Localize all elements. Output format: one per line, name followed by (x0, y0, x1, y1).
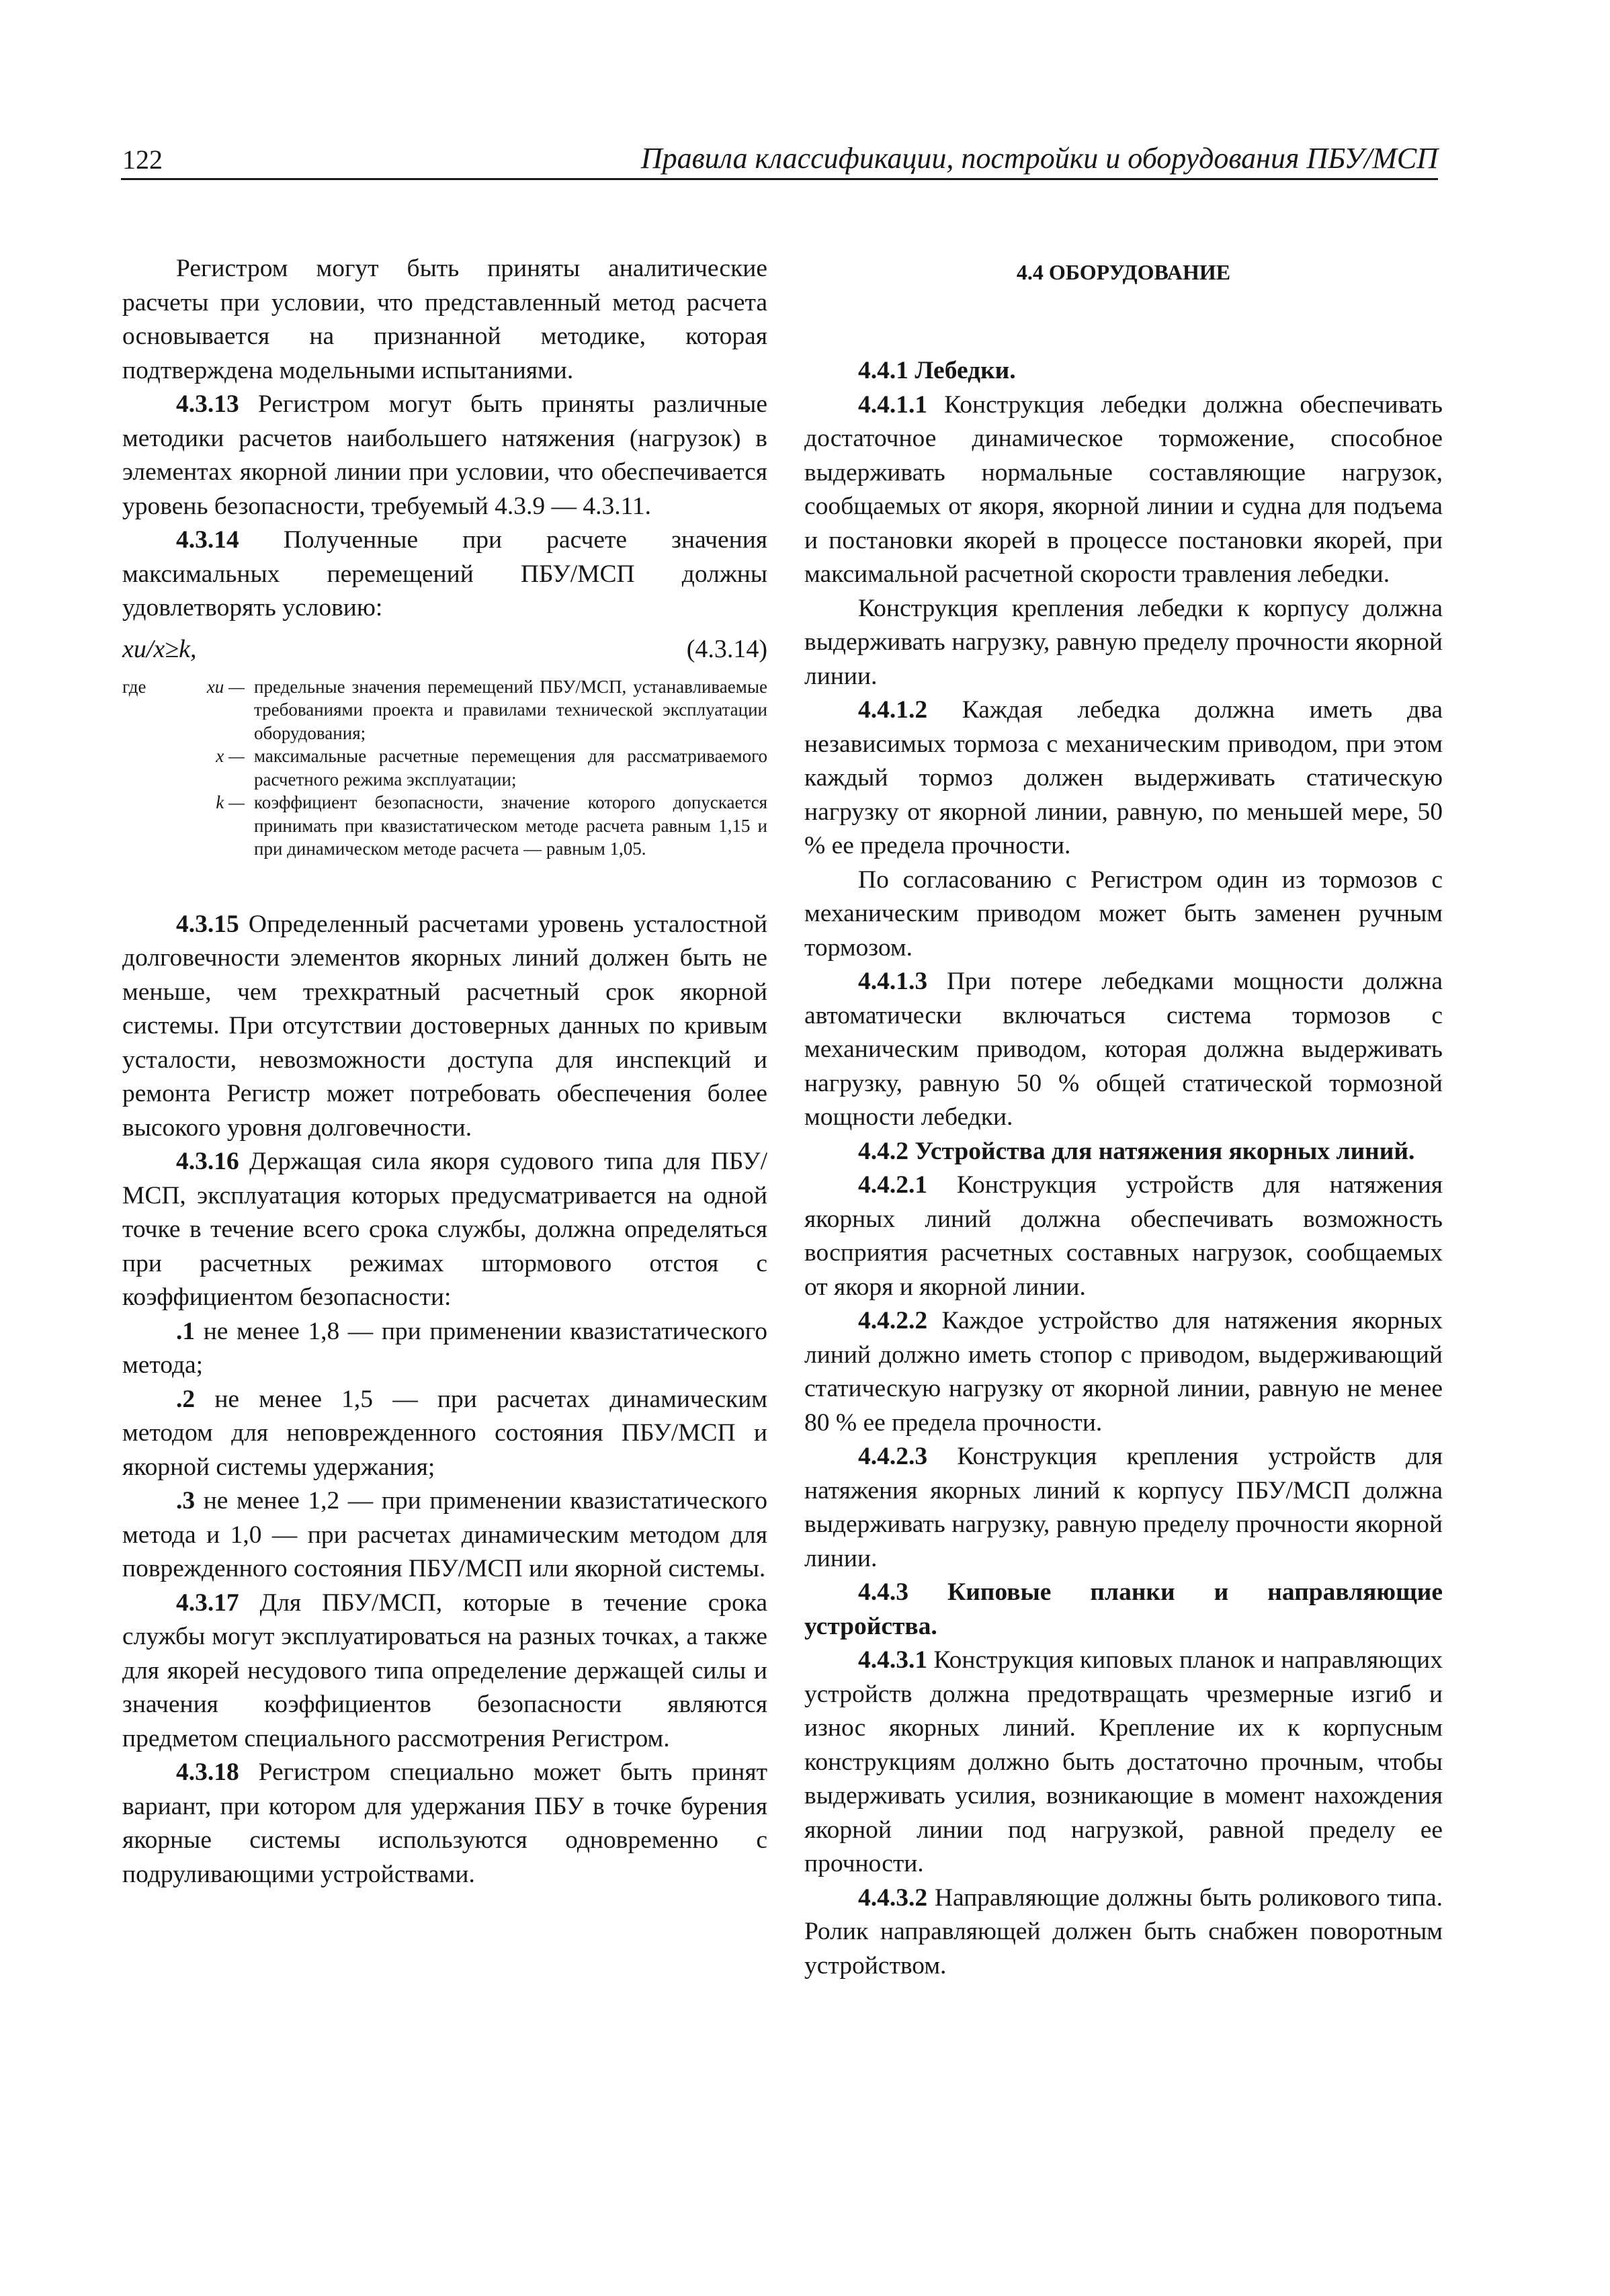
item-number: .2 (176, 1385, 196, 1413)
formula-expression: xu/x≥k, (122, 634, 197, 663)
page-number: 122 (122, 144, 163, 175)
clause-text: Конструкция киповых планок и направляющих устройств должна предотвращать чрезмерные изгиб и износ якорных линий. Крепление их к корпусным конструкциям должно быть достаточно прочным, чтобы выдерживать усилия, возникающие в момент нахождения якорной линии под нагрузкой, равной пределу ее прочности. (804, 1646, 1443, 1877)
legend-symbol: xu — (206, 676, 245, 697)
clause-number: 4.3.17 (176, 1588, 239, 1617)
right-column (804, 252, 1443, 1983)
clause-text: При потере лебедками мощности должна автоматически включаться система тормозов с механическим приводом, которая должна выдерживать нагрузку, равную 50 % общей статической тормозной мощности лебедки. (804, 968, 1443, 1131)
clause-text: Держащая сила якоря судового типа для ПБУ/МСП, эксплуатация которых предусматривается на одной точке в течение всего срока службы, должна определяться при расчетных режимах штормового отстоя с коэффициентом безопасности: (122, 1148, 767, 1311)
paragraph-4-4-1-1-continued: Конструкция крепления лебедки к корпусу должна выдерживать нагрузку, равную пределу прочности якорной линии. (804, 594, 1443, 690)
paragraph-4-3-14 (122, 523, 767, 626)
legend-symbol: k — (216, 792, 245, 812)
list-item-1 (122, 1315, 767, 1383)
clause-number: 4.3.15 (176, 910, 239, 938)
clause-number: 4.4.1.2 (858, 696, 928, 724)
clause-number: 4.4.1.1 (858, 390, 928, 419)
clause-text: Регистром специально может быть принят вариант, при котором для удержания ПБУ в точке бурения якорные системы используются одновременно с подруливающими устройствами. (122, 1758, 768, 1888)
list-item-3 (122, 1484, 767, 1586)
heading-4-4-1: 4.4.1 Лебедки. (858, 357, 1016, 384)
paragraph-4-4-3-2 (804, 1881, 1443, 1984)
where-word: где (122, 676, 146, 697)
paragraph-4-4-1-2 (804, 693, 1443, 863)
clause-text: Для ПБУ/МСП, которые в течение срока службы могут эксплуатироваться на разных точках, а также для якорей несудового типа определение держащей силы и значения коэффициентов безопасности являются предметом специального рассмотрения Регистром. (122, 1588, 768, 1752)
clause-text: Конструкция устройств для натяжения якорных линий должна обеспечивать возможность восприятия расчетных составных нагрузок, сообщаемых от якоря и якорной линии. (804, 1171, 1443, 1301)
running-title: Правила классификации, постройки и оборудования ПБУ/МСП (640, 142, 1438, 175)
paragraph-4-3-15 (122, 908, 767, 1146)
clause-text: Конструкция лебедки должна обеспечивать достаточное динамическое торможение, способное выдерживать нормальные составляющие нагрузок, сообщаемых от якоря, якорной линии и судна для подъема и постановки якорей в процессе постановки якорей, при максимальной расчетной скорости травления лебедки. (804, 390, 1443, 588)
clause-number: 4.3.18 (176, 1758, 239, 1786)
clause-number: 4.4.2.3 (858, 1443, 928, 1470)
section-title: 4.4 ОБОРУДОВАНИЕ (1016, 260, 1231, 284)
paragraph-4-4-2-2 (804, 1304, 1443, 1440)
formula-4-3-14 (122, 632, 767, 666)
paragraph-4-4-3-1 (804, 1644, 1443, 1881)
legend-description: предельные значения перемещений ПБУ/МСП, устанавливаемые требованиями проекта и правилами технической эксплуатации оборудования; (254, 676, 767, 743)
clause-text: Регистром могут быть приняты различные методики расчетов наибольшего натяжения (нагрузок) в элементах якорной линии при условии, что обеспечивается уровень безопасности, требуемый 4.3.9 — 4.3.11. (122, 390, 767, 520)
clause-number: 4.4.3.1 (858, 1646, 928, 1674)
clause-number: 4.4.2.1 (858, 1171, 928, 1199)
paragraph-4-3-18 (122, 1756, 767, 1891)
item-text: не менее 1,8 — при применении квазистатического метода; (122, 1317, 768, 1379)
paragraph-4-4-1-2-continued: По согласованию с Регистром один из тормозов с механическим приводом может быть заменен ручным тормозом. (804, 865, 1443, 962)
clause-text: Направляющие должны быть роликового типа. Ролик направляющей должен быть снабжен поворотным устройством. (804, 1883, 1443, 1980)
legend-description: коэффициент безопасности, значение которого допускается принимать при квазистатическом методе расчета равным 1,15 и при динамическом методе расчета — равным 1,05. (254, 792, 767, 859)
clause-number: 4.3.13 (176, 390, 239, 418)
legend-row (122, 745, 767, 791)
item-text: не менее 1,5 — при расчетах динамическим методом для неповрежденного состояния ПБУ/МСП и якорной системы удержания; (122, 1385, 768, 1481)
clause-number: 4.4.3.2 (858, 1883, 928, 1912)
clause-text: Конструкция крепления устройств для натяжения якорных линий к корпусу ПБУ/МСП должна выдерживать нагрузку, равную пределу прочности якорной линии. (804, 1443, 1443, 1572)
paragraph-4-4-2-1 (804, 1168, 1443, 1304)
item-number: .3 (176, 1487, 196, 1515)
heading-4-4-2: 4.4.2 Устройства для натяжения якорных линий. (858, 1137, 1415, 1165)
clause-number: 4.3.14 (176, 526, 239, 554)
paragraph-4-3-16 (122, 1145, 767, 1315)
symbol-legend (122, 675, 767, 861)
paragraph-intro: Регистром могут быть приняты аналитические расчеты при условии, что представленный метод расчета основывается на признанной методике, которая подтверждена модельными испытаниями. (122, 255, 767, 384)
left-column (122, 252, 767, 1891)
clause-text: Полученные при расчете значения максимальных перемещений ПБУ/МСП должны удовлетворять условию: (122, 526, 768, 622)
paragraph-4-3-17 (122, 1586, 767, 1756)
paragraph-4-4-2-3 (804, 1440, 1443, 1576)
item-text: не менее 1,2 — при применении квазистатического метода и 1,0 — при расчетах динамическим методом для поврежденного состояния ПБУ/МСП или якорной системы. (122, 1487, 768, 1582)
clause-text: Определенный расчетами уровень усталостной долговечности элементов якорных линий должен быть не меньше, чем трехкратный расчетный срок якорной системы. При отсутствии достоверных данных по кривым усталости, невозможности доступа для инспекций и ремонта Регистр может потребовать обеспечения более высокого уровня долговечности. (122, 910, 767, 1142)
formula-number: (4.3.14) (686, 634, 767, 663)
clause-number: 4.4.1.3 (858, 968, 928, 995)
paragraph-4-4-1-1 (804, 388, 1443, 592)
page-header (121, 136, 1438, 180)
legend-symbol: x — (216, 746, 245, 766)
legend-row (122, 791, 767, 861)
legend-row (122, 675, 767, 745)
paragraph-4-4-1-3 (804, 965, 1443, 1135)
list-item-2 (122, 1383, 767, 1485)
clause-number: 4.3.16 (176, 1148, 239, 1175)
clause-text: Каждое устройство для натяжения якорных линий должно иметь стопор с приводом, выдерживающий статическую нагрузку от якорной линии, равную не менее 80 % ее предела прочности. (804, 1307, 1443, 1437)
item-number: .1 (176, 1317, 196, 1345)
paragraph-4-3-13 (122, 388, 767, 523)
legend-description: максимальные расчетные перемещения для рассматриваемого расчетного режима эксплуатации; (254, 746, 767, 790)
clause-text: Каждая лебедка должна иметь два независимых тормоза с механическим приводом, при этом каждый тормоз должен выдерживать статическую нагрузку от якорной линии, равную, по меньшей мере, 50 % ее предела прочности. (804, 696, 1443, 859)
clause-number: 4.4.2.2 (858, 1307, 928, 1334)
heading-4-4-3: 4.4.3 Киповые планки и направляющие устройства. (804, 1578, 1443, 1640)
